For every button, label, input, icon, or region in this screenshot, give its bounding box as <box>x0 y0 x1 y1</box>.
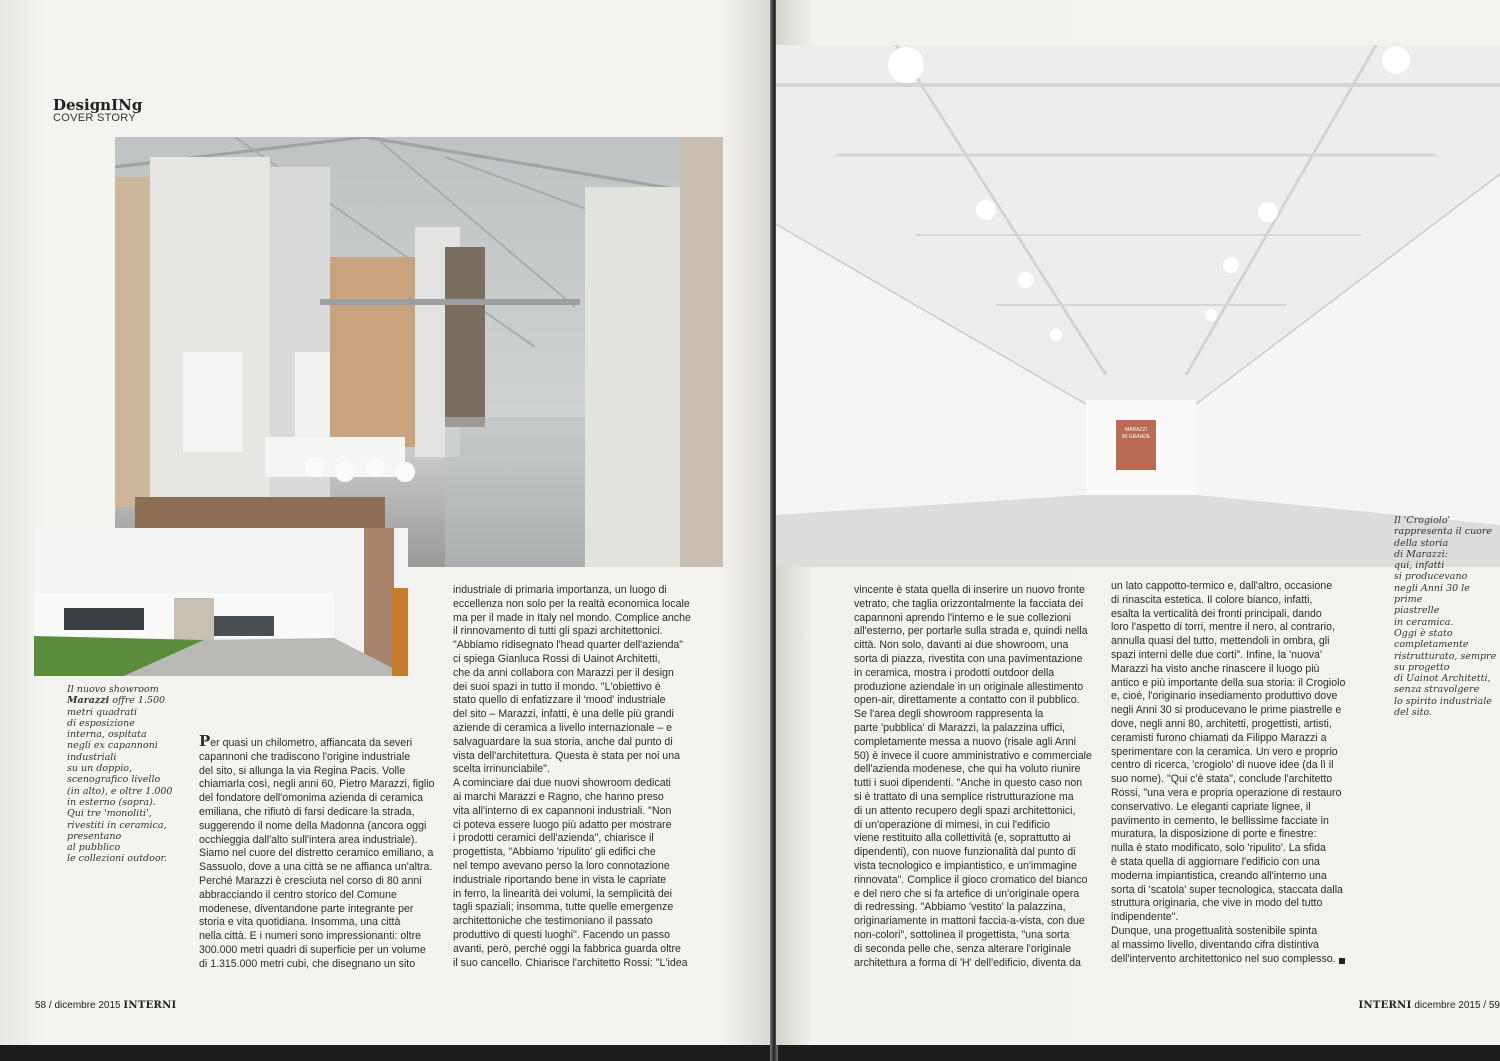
poster-line-1: MARAZZI <box>1125 427 1147 433</box>
body-column-3: vincente è stata quella di inserire un nuovo fronte vetrato, che taglia orizzontalmente la facciata dei capannoni aprendo l'interno e le sue collezioni all'esterno, per portarle sulla strada e, quindi nella città. Non solo, davanti ai due showroom, una sorta di piazza, rivestita con una pavimentazione in ceramica, mostra i prodotti outdoor della produzione aziendale in un originale allestimento open-air, direttamente a contatto con il pubblico. Se l'area degli showroom rappresenta la parte 'pubblica' di Marazzi, la palazzina uffici, completamente messa a nuovo (risale agli Anni 50) è invece il cuore amministrativo e commerciale dell'azienda modenese, che qui ha voluto riunire tutti i suoi dipendenti. "Anche in questo caso non si è trattato di una semplice ristrutturazione ma di un attento recupero degli spazi architettonici, di un'operazione di mimesi, in cui l'edificio viene restituito alla collettività (e, soprattutto ai dipendenti), con nuove funzionalità dal punto di vista tecnologico e impiantistico, e un'immagine rinnovata". Complice il gioco cromatico del bianco e del nero che si fa artefice di un'originale opera di redressing. "Abbiamo 'vestito' la palazzina, originariamente in mattoni faccia-a-vista, con due non-colori", sottolinea il progettista, "una sorta di seconda pelle che, senza alterare l'originale architettura a forma di 'H' dell'edificio, diventa da <box>854 584 1092 969</box>
crogiolo-hall-photo <box>776 45 1500 567</box>
section-subtitle: COVER STORY <box>53 112 136 124</box>
right-folio-brand: INTERNI <box>1358 1000 1412 1011</box>
right-folio: INTERNI dicembre 2015 / 59 <box>1358 1000 1500 1011</box>
crogiolo-caption: Il 'Crogiolo' rappresenta il cuore della storia di Marazzi: qui, infatti si producevano negli Anni 30 le prime piastrelle in ceramica. Oggi è stato completamente ristrutturato, sempre su progetto di Uainot Architetti, senza stravolgere lo spirito industriale del sito. <box>1394 515 1497 719</box>
section-title: DesignINg <box>53 96 143 114</box>
right-folio-date: dicembre 2015 <box>1414 1000 1481 1011</box>
section-tag <box>53 98 142 124</box>
left-folio: 58 / dicembre 2015 INTERNI <box>35 1000 177 1011</box>
showroom-caption <box>67 684 202 865</box>
left-page-number: 58 <box>35 1000 47 1011</box>
left-folio-brand: INTERNI <box>123 1000 177 1011</box>
caption-text-pre: Il nuovo showroom <box>67 684 159 695</box>
showroom-exterior-photo <box>34 528 408 676</box>
showroom-interior-photo <box>115 137 723 567</box>
caption-text-rest: offre 1.500 metri quadrati di esposizione interna, ospitata negli ex capannoni industriali su un doppio, scenografico livello (in alto), e oltre 1.000 in esterno (sopra). Qui tre 'monoliti', rivestiti in ceramica, presentano al pubblico le collezioni outdoor. <box>67 695 173 865</box>
right-page-number: 59 <box>1488 1000 1500 1011</box>
body-column-2: industriale di primaria importanza, un luogo di eccellenza non solo per la realtà economica locale ma per il made in Italy nel mondo. Complice anche il rinnovamento di tutti gli spazi architettonici. "Abbiamo ridisegnato l'head quarter dell'azienda" ci spiega Gianluca Rossi di Uainot Architetti, che da anni collabora con Marazzi per il design dei suoi spazi in tutto il mondo. "L'obiettivo è stato quello di enfatizzare il 'mood' industriale del sito – Marazzi, infatti, è una delle più grandi aziende di ceramica a livello internazionale – e salvaguardare la sua storia, anche dal punto di vista dell'architettura. Questa è stata per noi una scelta irrinunciabile". A cominciare dai due nuovi showroom dedicati ai marchi Marazzi e Ragno, che hanno preso vita all'interno di ex capannoni industriali. "Non ci poteva essere luogo più adatto per mostrare i prodotti ceramici dell'azienda", chiarisce il progettista, "Abbiamo 'ripulito' gli edifici che nel tempo avevano perso la loro connotazione industriale riportando bene in vista le capriate in ferro, la linearità dei volumi, la semplicità dei tagli spaziali; insomma, tutte quelle emergenze architettoniche che testimoniano il passato produttivo di questi luoghi". Facendo un passo avanti, però, perché oggi la fabbrica guarda oltre il suo cancello. Chiarisce l'architetto Rossi: "L'idea <box>453 584 691 969</box>
body-column-4: un lato cappotto-termico e, dall'altro, occasione di rinascita estetica. Il colore bianco, infatti, esalta la verticalità dei fronti principali, dando loro l'aspetto di torri, mentre il nero, al contrario, annulla quasi del tutto, mettendoli in ombra, gli spazi interni delle due corti". Infine, la 'nuova' Marazzi ha visto anche rinascere il luogo più antico e più importante della sua storia: il Crogiolo e, cioè, l'originario insediamento produttivo dove negli Anni 30 si producevano le prime piastrelle e dove, negli anni 80, architetti, progettisti, artisti, ceramisti furono chiamati da Filippo Marazzi a sperimentare con la ceramica. Un vero e proprio centro di ricerca, 'crogiolo' di nuove idee (da lì il suo nome). "Qui c'è stata", conclude l'architetto Rossi, "una vera e propria operazione di restauro conservativo. Le eleganti capriate lignee, il pavimento in cemento, le bellissime facciate in muratura, la disposizione di porte e finestre: nulla è stato modificato, solo 'ripulito'. La sfida è stata quella di aggiornare l'edificio con una moderna impiantistica, creando all'interno una sorta di 'scatola' super tecnologica, staccata dalla struttura originaria, che vive in modo del tutto indipendente". Dunque, una progettualità sostenibile spinta al massimo livello, diventando cifra distintiva dell'intervento architettonico nel suo complesso. <box>1111 580 1346 965</box>
body-column-1: Per quasi un chilometro, affiancata da severi capannoni che tradiscono l'origine industriale del sito, si allunga la via Regina Pacis. Volle chiamarla così, negli anni 60, Pietro Marazzi, figlio del fondatore dell'omonima azienda di ceramica emiliana, che rifiutò di farsi dedicare la strada, suggerendo il nome della Madonna (ancora oggi occhieggia dall'alto sull'intera area industriale). Siamo nel cuore del distretto ceramico emiliano, a Sassuolo, dove a una città se ne affianca un'altra. Perché Marazzi è cresciuta nel corso di 80 anni abbracciando il centro storico del Comune modenese, diventandone parte integrante per storia e vita quotidiana. Insomma, una città nella città. E i numeri sono impressionanti: oltre 300.000 metri quadri di superficie per un volume di 1.315.000 metri cubi, che disegnano un sito <box>199 732 435 970</box>
poster-line-2: 80 GRANDE <box>1121 434 1151 440</box>
article-end-mark <box>1339 958 1345 964</box>
caption-brand: Marazzi <box>67 695 110 707</box>
right-page <box>776 0 1500 1045</box>
left-folio-date: dicembre 2015 <box>54 1000 121 1011</box>
